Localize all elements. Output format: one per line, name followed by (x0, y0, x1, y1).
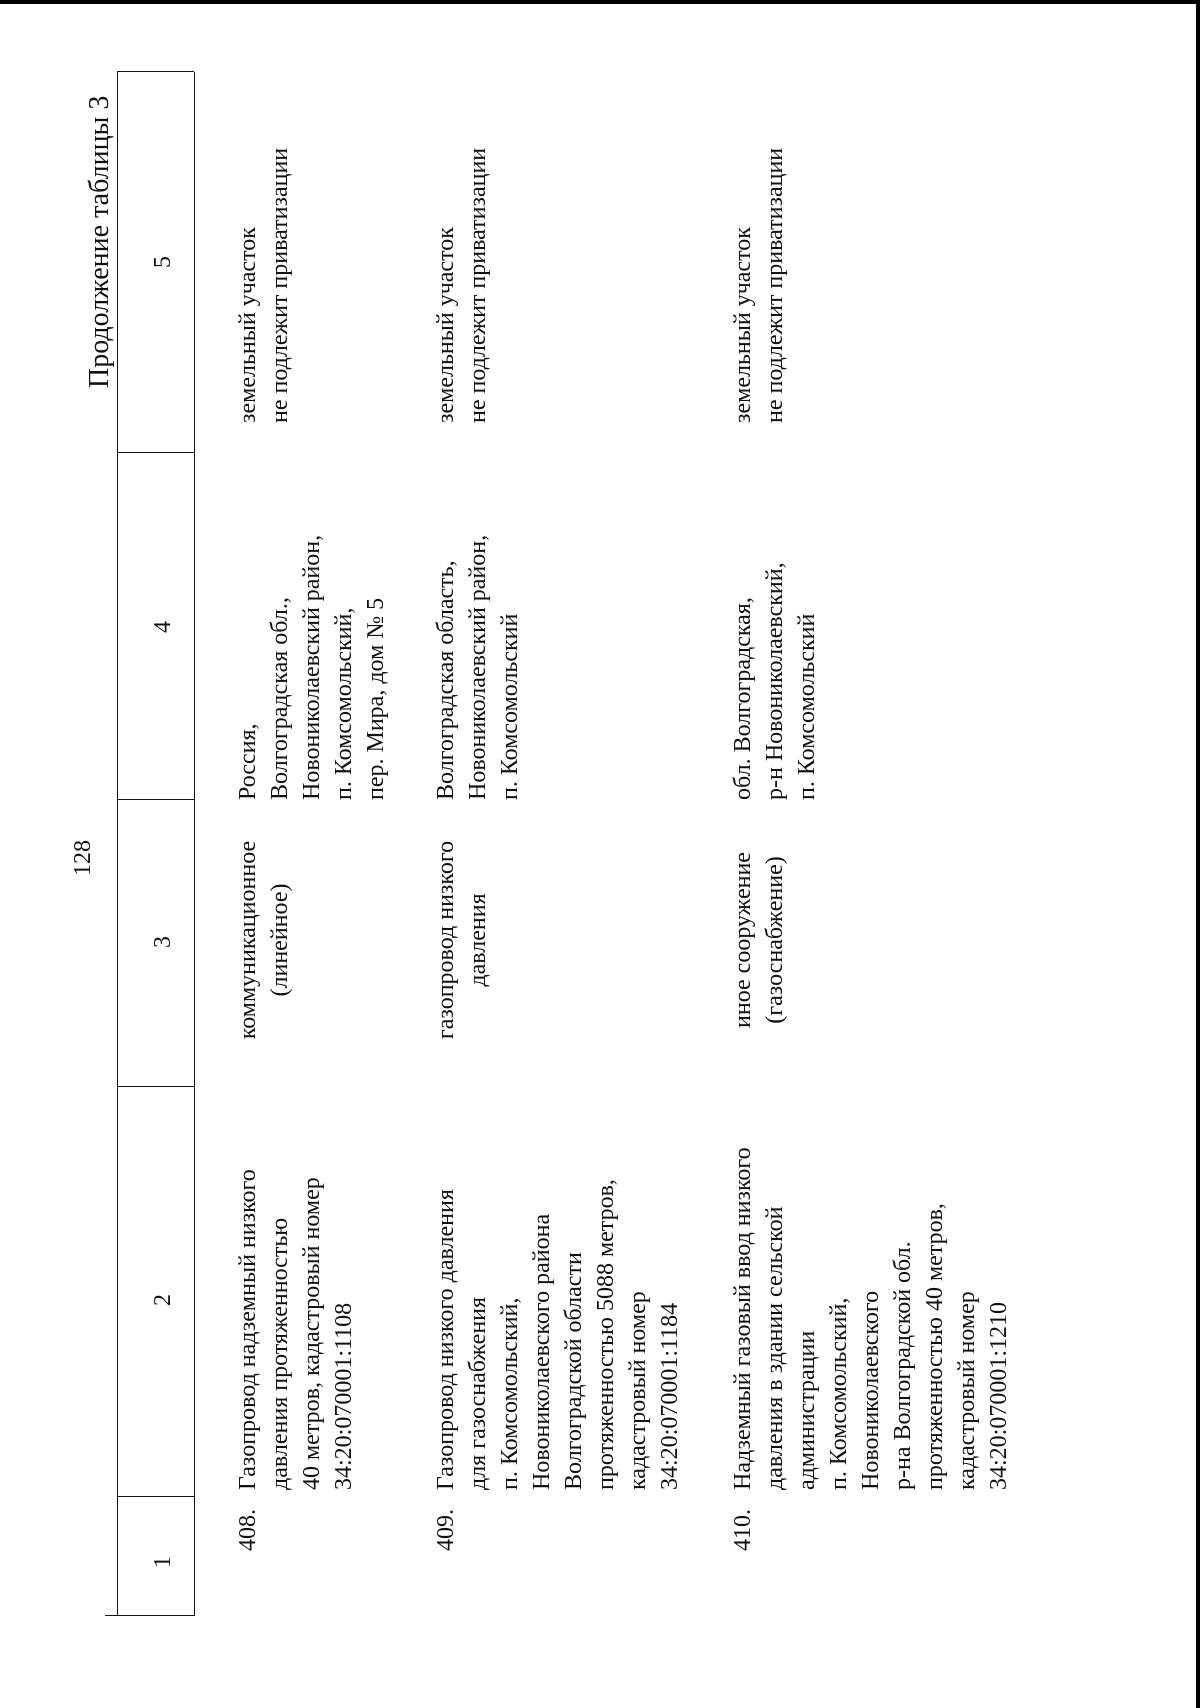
column-header-4: 4 (150, 621, 176, 633)
text-line: п. Комсомольский, (331, 607, 357, 800)
text-line: земельный участок (730, 227, 756, 423)
text-line: земельный участок (235, 227, 261, 423)
text-line: давления в здании сельской (762, 1206, 788, 1490)
column-border (117, 1086, 194, 1087)
text-line: Новониколаевский район, (465, 534, 491, 800)
object-address (430, 535, 526, 800)
text-line: иное сооружение (730, 852, 756, 1028)
text-line: 34:20:070001:1210 (986, 1301, 1012, 1490)
object-address (232, 535, 392, 800)
text-line: п. Комсомольский (497, 613, 523, 800)
object-note (232, 148, 296, 423)
object-note (430, 148, 494, 423)
text-line: Газопровод низкого давления (433, 1189, 459, 1490)
text-line: пер. Мира, дом № 5 (363, 597, 389, 800)
text-line: не подлежит приватизации (465, 147, 491, 423)
text-line: 34:20:070001:1108 (331, 1302, 357, 1490)
text-line: р-на Волгоградской обл. (890, 1241, 916, 1490)
continuation-label: Продолжение таблицы 3 (84, 95, 115, 388)
object-type (232, 800, 296, 1080)
table-top-border (117, 72, 118, 1616)
text-line: Новониколаевского (858, 1290, 884, 1490)
object-note (727, 148, 791, 423)
text-line: Новониколаевского района (529, 1213, 555, 1490)
object-address (727, 562, 823, 800)
text-line: п. Комсомольский, (497, 1297, 523, 1490)
column-header-1: 1 (150, 1556, 176, 1568)
column-header-2: 2 (150, 1294, 176, 1306)
column-header-3: 3 (150, 936, 176, 948)
column-border (105, 1615, 194, 1616)
text-line: не подлежит приватизации (267, 147, 293, 423)
object-name (727, 1147, 1015, 1490)
column-header-5: 5 (150, 256, 176, 268)
row-number: 409. (433, 1509, 459, 1551)
text-line: п. Комсомольский (794, 613, 820, 800)
text-line: протяженностью 40 метров, (922, 1203, 948, 1490)
text-line: кадастровый номер (625, 1291, 651, 1490)
text-line: Новониколаевский район, (299, 534, 325, 800)
text-line: (газоснабжение) (762, 856, 788, 1024)
text-line: Надземный газовый ввод низкого (730, 1147, 756, 1490)
text-line: для газоснабжения (465, 1296, 491, 1490)
object-type (430, 800, 494, 1080)
row-number: 410. (730, 1509, 756, 1551)
text-line: протяженностью 5088 метров, (593, 1179, 619, 1490)
text-line: Волгоградская область, (433, 560, 459, 800)
text-line: Волгоградской области (561, 1252, 587, 1490)
column-border (117, 71, 194, 72)
column-border (117, 1496, 194, 1497)
text-line: не подлежит приватизации (762, 147, 788, 423)
text-line: р-н Новониколаевский, (762, 562, 788, 800)
text-line: кадастровый номер (954, 1291, 980, 1490)
column-border (117, 799, 194, 800)
text-line: п. Комсомольский, (826, 1297, 852, 1490)
text-line: давления (465, 893, 491, 987)
text-line: обл. Волгоградская, (730, 597, 756, 800)
text-line: Волгоградская обл., (267, 597, 293, 800)
row-number: 408. (235, 1509, 261, 1551)
column-border (117, 452, 194, 453)
text-line: Россия, (235, 723, 261, 800)
text-line: 34:20:070001:1184 (657, 1302, 683, 1490)
text-line: Газопровод надземный низкого (235, 1169, 261, 1490)
text-line: газопровод низкого (433, 840, 459, 1040)
page-number: 128 (70, 840, 96, 876)
text-line: земельный участок (433, 227, 459, 423)
text-line: давления протяженностью (267, 1217, 293, 1490)
text-line: 40 метров, кадастровый номер (299, 1177, 325, 1490)
text-line: коммуникационное (235, 840, 261, 1040)
header-bottom-border (194, 72, 195, 1616)
text-line: (линейное) (267, 883, 293, 997)
object-name (232, 1169, 360, 1490)
object-type (727, 800, 791, 1080)
text-line: администрации (794, 1330, 820, 1490)
object-name (430, 1179, 686, 1490)
